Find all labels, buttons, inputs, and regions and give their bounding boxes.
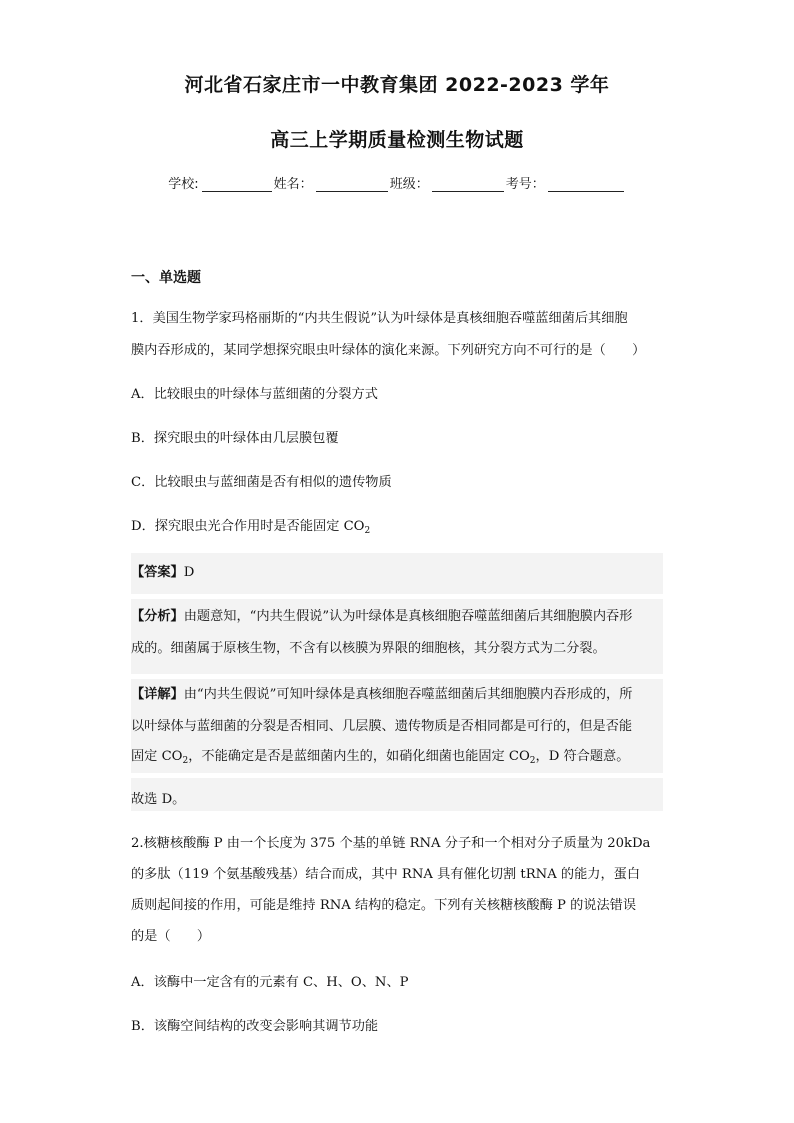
detail-text-1: 由“内共生假说”可知叶绿体是真核细胞吞噬蓝细菌后其细胞膜内吞形成的，所: [183, 687, 633, 702]
school-blank: [202, 177, 272, 192]
q1-option-a: A．比较眼虫的叶绿体与蓝细菌的分裂方式: [131, 387, 378, 402]
school-label: 学校:: [168, 177, 199, 192]
answer-value: D: [183, 565, 195, 580]
class-blank: [432, 177, 504, 192]
q2-option-b: B．该酶空间结构的改变会影响其调节功能: [131, 1019, 379, 1034]
class-label: 班级：: [389, 177, 429, 192]
answer-label: 【答案】: [131, 565, 184, 580]
section-title: 一、单选题: [131, 270, 201, 286]
q1-stem-line2: 膜内吞形成的，某同学想探究眼虫叶绿体的演化来源。下列研究方向不可行的是（ ）: [131, 343, 646, 358]
q1-option-d-subscript: 2: [364, 526, 371, 536]
q1-stem-line1: 1．美国生物学家玛格丽斯的“内共生假说”认为叶绿体是真核细胞吞噬蓝细菌后其细胞: [131, 311, 628, 326]
exam-title-line1: 河北省石家庄市一中教育集团 2022-2023 学年: [184, 74, 610, 96]
q1-detail-line1: [131, 683, 671, 702]
q1-option-c: C．比较眼虫与蓝细菌是否有相似的遗传物质: [131, 475, 392, 490]
q2-stem-line4: 的是（ ）: [131, 929, 211, 944]
q2-stem-line3: 质则起间接的作用，可能是维持 RNA 结构的稳定。下列有关核糖核酸酶 P 的说法错误: [131, 898, 637, 913]
exam-title-line2: 高三上学期质量检测生物试题: [270, 129, 524, 151]
q1-option-d: [131, 515, 671, 536]
q1-detail-line2: 以叶绿体与蓝细菌的分裂是否相同、几层膜、遗传物质是否相同都是可行的，但是否能: [131, 719, 633, 734]
q2-option-a: A．该酶中一定含有的元素有 C、H、O、N、P: [131, 975, 409, 990]
q1-detail-line3: [131, 745, 671, 766]
analysis-label: 【分析】: [131, 609, 184, 624]
name-blank: [316, 177, 388, 192]
q1-option-b: B．探究眼虫的叶绿体由几层膜包覆: [131, 431, 339, 446]
detail-subscript-2: 2: [529, 756, 536, 766]
detail-text-3b: ，不能确定是否是蓝细菌内生的，如硝化细菌也能固定 CO: [188, 749, 530, 764]
detail-divider: [131, 773, 663, 778]
q1-option-d-text: D．探究眼虫光合作用时是否能固定 CO: [131, 519, 365, 534]
q1-analysis-line2: 成的。细菌属于原核生物，不含有以核膜为界限的细胞核，其分裂方式为二分裂。: [131, 641, 606, 656]
name-label: 姓名：: [273, 177, 313, 192]
detail-label: 【详解】: [131, 687, 184, 702]
exam-number-blank: [548, 177, 624, 192]
q2-stem-line2: 的多肽（119 个氨基酸残基）结合而成，其中 RNA 具有催化切割 tRNA 的能力，蛋白: [131, 867, 641, 882]
detail-text-3a: 固定 CO: [131, 749, 183, 764]
q1-conclusion: 故选 D。: [131, 792, 186, 807]
answer-explanation-box: [131, 553, 663, 811]
q1-analysis-line1: [131, 605, 671, 624]
analysis-text-1: 由题意知，“内共生假说”认为叶绿体是真核细胞吞噬蓝细菌后其细胞膜内吞形: [183, 609, 633, 624]
detail-text-3c: ，D 符合题意。: [535, 749, 630, 764]
detail-subscript-1: 2: [182, 756, 189, 766]
analysis-divider: [131, 674, 663, 679]
answer-divider: [131, 594, 663, 599]
student-info-row: [0, 173, 794, 192]
q1-answer: [131, 561, 671, 580]
q2-stem-line1: 2.核糖核酸酶 P 由一个长度为 375 个基的单链 RNA 分子和一个相对分子质量为 20kDa: [131, 836, 651, 851]
exam-number-label: 考号：: [505, 177, 545, 192]
